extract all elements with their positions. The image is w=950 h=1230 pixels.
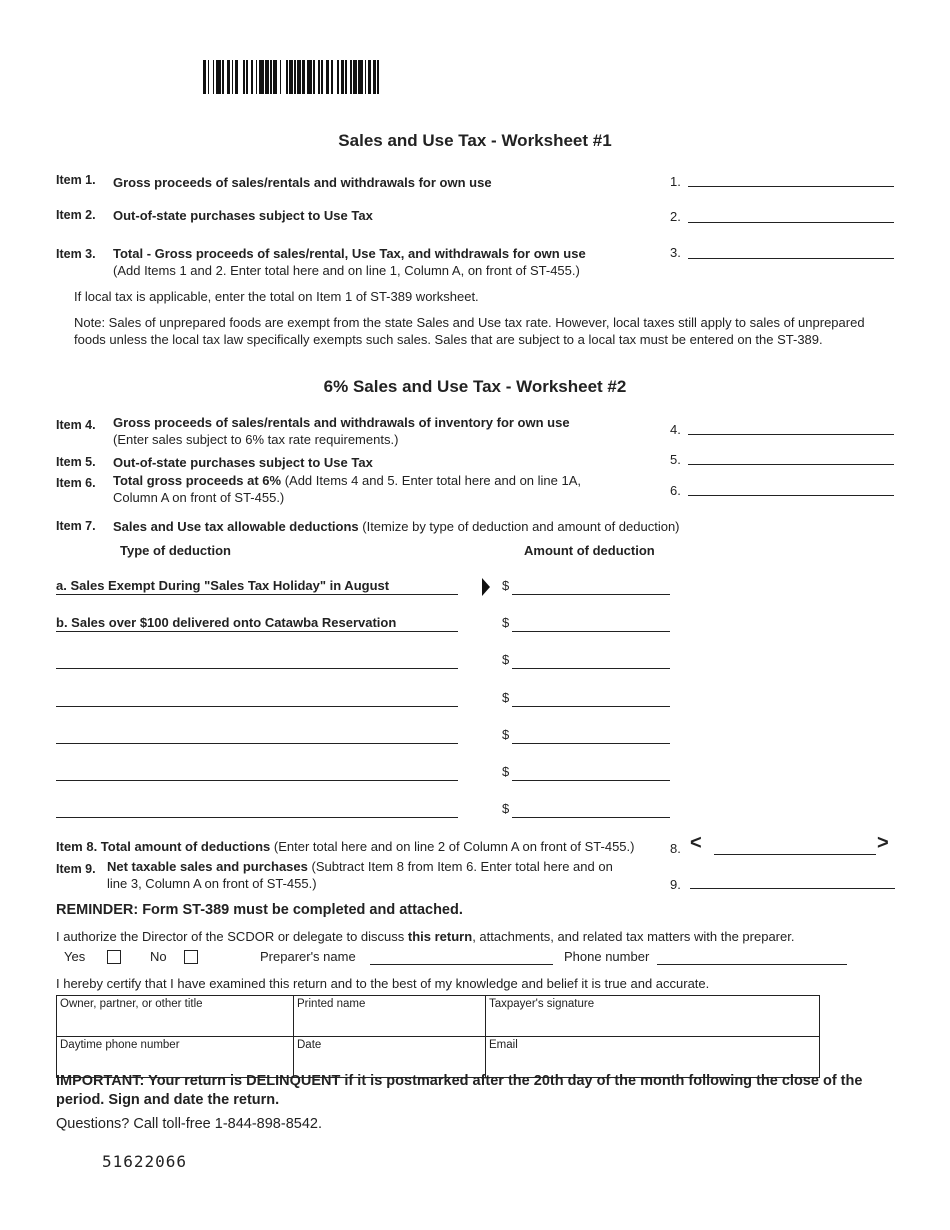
yes-checkbox[interactable] [107, 950, 121, 964]
auth-text-bold: this return [407, 929, 473, 944]
barcode-bar [216, 60, 221, 94]
item9-text-rest: (Subtract Item 8 from Item 6. Enter total here and on [307, 859, 613, 874]
barcode-bar [203, 60, 206, 94]
barcode-bar [365, 60, 367, 94]
item1-number: 1. [670, 174, 681, 189]
item8-open-bracket: < [690, 832, 702, 854]
item8-input[interactable] [714, 838, 876, 855]
item5-input[interactable] [688, 448, 894, 465]
daytime-phone-label: Daytime phone number [60, 1039, 180, 1051]
item8-close-bracket: > [877, 832, 889, 854]
barcode-bar [246, 60, 248, 94]
item2-input[interactable] [688, 206, 894, 223]
deduction-amount-input[interactable] [512, 690, 670, 707]
taxpayer-signature-cell[interactable] [486, 996, 820, 1037]
barcode-bar [321, 60, 323, 94]
barcode-bar [368, 60, 371, 94]
deduction-type-field[interactable] [56, 764, 458, 781]
item9-number: 9. [670, 877, 681, 892]
type-of-deduction-header: Type of deduction [120, 543, 231, 558]
item7-text-bold: Sales and Use tax allowable deductions [113, 519, 359, 534]
barcode-bar [294, 60, 296, 94]
item9-text-bold: Net taxable sales and purchases [107, 859, 308, 874]
item6-subtext: Column A on front of ST-455.) [113, 490, 285, 505]
certify-text: I hereby certify that I have examined this return and to the best of my knowledge and belief it is true and accurate. [56, 976, 710, 991]
item9-subtext: line 3, Column A on front of ST-455.) [107, 876, 317, 891]
deduction-type-field[interactable] [56, 727, 458, 744]
exempt-note: Note: Sales of unprepared foods are exempt from the state Sales and Use tax rate. However, local taxes still apply to sales of unprepared foods unless the local tax law specifically exempts such sales. Sales that are subject to a local tax must be entered on the ST-389. [74, 315, 865, 347]
barcode-bar [345, 60, 347, 94]
item6-text-bold: Total gross proceeds at 6% [113, 473, 282, 488]
barcode-bar [326, 60, 329, 94]
item4-input[interactable] [688, 418, 894, 435]
currency-symbol: $ [502, 578, 510, 593]
item7-label: Item 7. [56, 519, 96, 533]
barcode-bar [270, 60, 272, 94]
item4-text: Gross proceeds of sales/rentals and withdrawals of inventory for own use [113, 415, 570, 430]
item2-number: 2. [670, 209, 681, 224]
item3-subtext: (Add Items 1 and 2. Enter total here and on line 1, Column A, on front of ST-455.) [113, 263, 580, 278]
barcode-bar [280, 60, 282, 94]
reminder-text: REMINDER: Form ST-389 must be completed and attached. [56, 902, 463, 918]
item7-text-rest: (Itemize by type of deduction and amount of deduction) [358, 519, 680, 534]
barcode-bar [341, 60, 344, 94]
item8-label: Item 8. Total amount of deductions [56, 839, 271, 854]
currency-symbol: $ [502, 801, 510, 816]
barcode-bar [213, 60, 215, 94]
barcode-bar [208, 60, 210, 94]
owner-label: Owner, partner, or other title [60, 998, 203, 1010]
barcode-bar [307, 60, 312, 94]
local-tax-note: If local tax is applicable, enter the total on Item 1 of ST-389 worksheet. [74, 289, 479, 304]
item6-label: Item 6. [56, 476, 96, 490]
deduction-amount-input[interactable] [512, 615, 670, 632]
signature-table [56, 995, 820, 1078]
deduction-amount-input[interactable] [512, 801, 670, 818]
barcode-bar [273, 60, 276, 94]
deduction-type-field[interactable] [56, 801, 458, 818]
item6-text-rest: (Add Items 4 and 5. Enter total here and on line 1A, [281, 473, 582, 488]
barcode-bar [232, 60, 234, 94]
barcode-bar [313, 60, 315, 94]
barcode-bar [256, 60, 258, 94]
item9-label: Item 9. [56, 862, 96, 876]
printed-name-cell[interactable] [294, 996, 486, 1037]
important-notice: IMPORTANT: Your return is DELINQUENT if it is postmarked after the 20th day of the month following the close of the period. Sign and date the return. [56, 1073, 863, 1108]
barcode-bar [286, 60, 288, 94]
item4-label: Item 4. [56, 418, 96, 432]
barcode-bar [227, 60, 230, 94]
barcode [203, 60, 471, 94]
preparer-name-input[interactable] [370, 948, 553, 965]
worksheet2-title: 6% Sales and Use Tax - Worksheet #2 [323, 377, 627, 396]
form-code: 51622066 [102, 1152, 188, 1171]
item1-label: Item 1. [56, 173, 96, 187]
printed-name-label: Printed name [297, 998, 366, 1010]
preparer-name-label: Preparer's name [260, 949, 356, 964]
barcode-bar [222, 60, 224, 94]
item4-subtext: (Enter sales subject to 6% tax rate requirements.) [113, 432, 399, 447]
deduction-amount-input[interactable] [512, 727, 670, 744]
item3-input[interactable] [688, 242, 894, 259]
barcode-bar [235, 60, 238, 94]
date-label: Date [297, 1039, 322, 1051]
item4-number: 4. [670, 422, 681, 437]
currency-symbol: $ [502, 615, 510, 630]
barcode-bar [289, 60, 292, 94]
barcode-bar [243, 60, 245, 94]
phone-number-input[interactable] [657, 948, 847, 965]
barcode-bar [251, 60, 253, 94]
barcode-bar [297, 60, 300, 94]
deduction-type-field[interactable] [56, 690, 458, 707]
currency-symbol: $ [502, 690, 510, 705]
deduction-type-field[interactable]: b. Sales over $100 delivered onto Catawba Reservation [56, 615, 458, 632]
item6-number: 6. [670, 483, 681, 498]
taxpayer-signature-label: Taxpayer's signature [489, 998, 595, 1010]
currency-symbol: $ [502, 727, 510, 742]
deduction-type-field[interactable] [56, 652, 458, 669]
owner-cell[interactable] [57, 996, 294, 1037]
item2-label: Item 2. [56, 208, 96, 222]
no-label: No [150, 949, 167, 964]
item1-text: Gross proceeds of sales/rentals and withdrawals for own use [113, 175, 492, 190]
auth-text-pre: I authorize the Director of the SCDOR or delegate to discuss [56, 929, 408, 944]
item1-input[interactable] [688, 170, 894, 187]
item3-text: Total - Gross proceeds of sales/rental, Use Tax, and withdrawals for own use [113, 246, 586, 261]
barcode-bar [331, 60, 333, 94]
barcode-bar [377, 60, 379, 94]
deduction-amount-input[interactable] [512, 578, 670, 595]
item8-text-rest: (Enter total here and on line 2 of Column A on front of ST-455.) [270, 839, 635, 854]
barcode-bar [350, 60, 352, 94]
barcode-bar [353, 60, 356, 94]
item5-text: Out-of-state purchases subject to Use Tax [113, 455, 373, 470]
item2-text: Out-of-state purchases subject to Use Tax [113, 208, 373, 223]
phone-number-label: Phone number [564, 949, 650, 964]
currency-symbol: $ [502, 764, 510, 779]
no-checkbox[interactable] [184, 950, 198, 964]
barcode-bar [265, 60, 268, 94]
currency-symbol: $ [502, 652, 510, 667]
barcode-bar [318, 60, 320, 94]
item8-number: 8. [670, 841, 681, 856]
barcode-bar [302, 60, 305, 94]
barcode-bar [373, 60, 376, 94]
barcode-bar [259, 60, 264, 94]
questions-text: Questions? Call toll-free 1-844-898-8542. [56, 1116, 322, 1132]
item3-number: 3. [670, 245, 681, 260]
item3-label: Item 3. [56, 247, 96, 261]
barcode-bar [337, 60, 339, 94]
deduction-amount-input[interactable] [512, 652, 670, 669]
worksheet1-title: Sales and Use Tax - Worksheet #1 [338, 131, 612, 150]
item6-input[interactable] [688, 479, 894, 496]
deduction-type-field[interactable]: a. Sales Exempt During "Sales Tax Holiday" in August [56, 578, 458, 595]
deduction-amount-input[interactable] [512, 764, 670, 781]
barcode-bar [358, 60, 363, 94]
yes-label: Yes [64, 949, 86, 964]
pointer-arrow-icon [482, 578, 490, 596]
item5-label: Item 5. [56, 455, 96, 469]
email-label: Email [489, 1039, 518, 1051]
item9-input[interactable] [690, 872, 895, 889]
auth-text-post: , attachments, and related tax matters with the preparer. [472, 929, 795, 944]
amount-of-deduction-header: Amount of deduction [524, 543, 655, 558]
item5-number: 5. [670, 452, 681, 467]
